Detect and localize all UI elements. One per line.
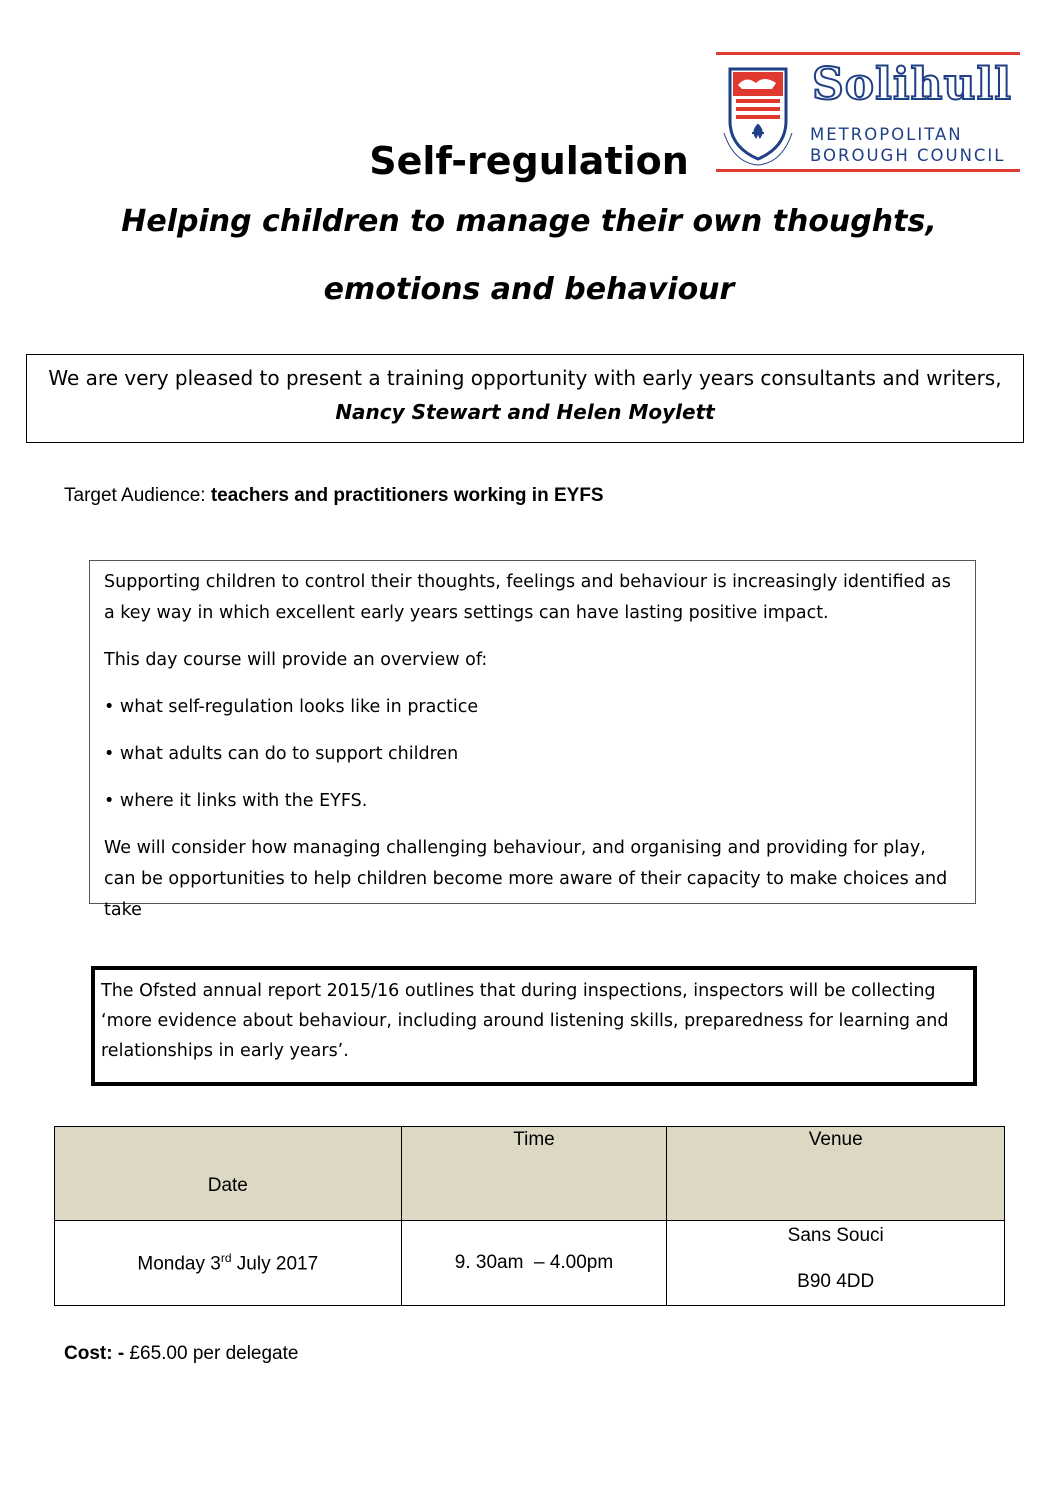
cell-time: 9. 30am – 4.00pm <box>401 1221 667 1306</box>
logo-wordmark: Solihull <box>812 59 1012 110</box>
ofsted-text: The Ofsted annual report 2015/16 outlines that during inspections, inspectors will be collecting ‘more evidence about behaviour, including around listening skills, preparedness for learning and relationships in early years’. <box>101 981 949 1061</box>
table-row <box>55 1221 1005 1306</box>
page-title: Self-regulation <box>369 139 689 183</box>
audience-label: Target Audience: <box>64 485 211 506</box>
cost-value: £65.00 per delegate <box>124 1343 299 1364</box>
header-date: Date <box>55 1127 402 1221</box>
bullet-item: • what adults can do to support children <box>104 744 459 764</box>
bullet-item: • where it links with the EYFS. <box>104 791 368 811</box>
course-description-box <box>89 560 976 920</box>
intro-text: We are very pleased to present a training opportunity with early years consultants and writers, <box>48 366 1002 390</box>
header-venue: Venue <box>667 1127 1005 1221</box>
description-overview: This day course will provide an overview of: <box>104 650 488 670</box>
cell-venue <box>667 1221 1005 1306</box>
cell-date: Monday 3rd July 2017 <box>55 1221 402 1306</box>
cost-label: Cost: - <box>64 1343 125 1364</box>
audience-value: teachers and practitioners working in EYFS <box>210 485 604 506</box>
table-header-row <box>55 1127 1005 1221</box>
logo-line-1: METROPOLITAN <box>810 125 963 144</box>
bullet-item: • what self-regulation looks like in practice <box>104 697 479 717</box>
schedule-table <box>54 1126 1005 1306</box>
venue-postcode: B90 4DD <box>797 1271 875 1292</box>
venue-name: Sans Souci <box>787 1225 884 1246</box>
header-time: Time <box>401 1127 667 1221</box>
description-consider: We will consider how managing challenging behaviour, and organising and providing for play, can be opportunities to help children become more aware of their capacity to make choices and take <box>104 838 948 920</box>
subtitle-line-2: emotions and behaviour <box>323 272 735 307</box>
ofsted-quote-box <box>91 966 977 1086</box>
cost-line <box>64 1342 298 1366</box>
subtitle-line-1: Helping children to manage their own thoughts, <box>121 204 937 239</box>
intro-box <box>26 354 1024 443</box>
description-intro: Supporting children to control their thoughts, feelings and behaviour is increasingly identified as a key way in which excellent early years settings can have lasting positive impact. <box>104 572 951 623</box>
target-audience <box>64 484 604 508</box>
logo-line-2: BOROUGH COUNCIL <box>810 146 1006 165</box>
presenter-names: Nancy Stewart and Helen Moylett <box>335 400 715 424</box>
